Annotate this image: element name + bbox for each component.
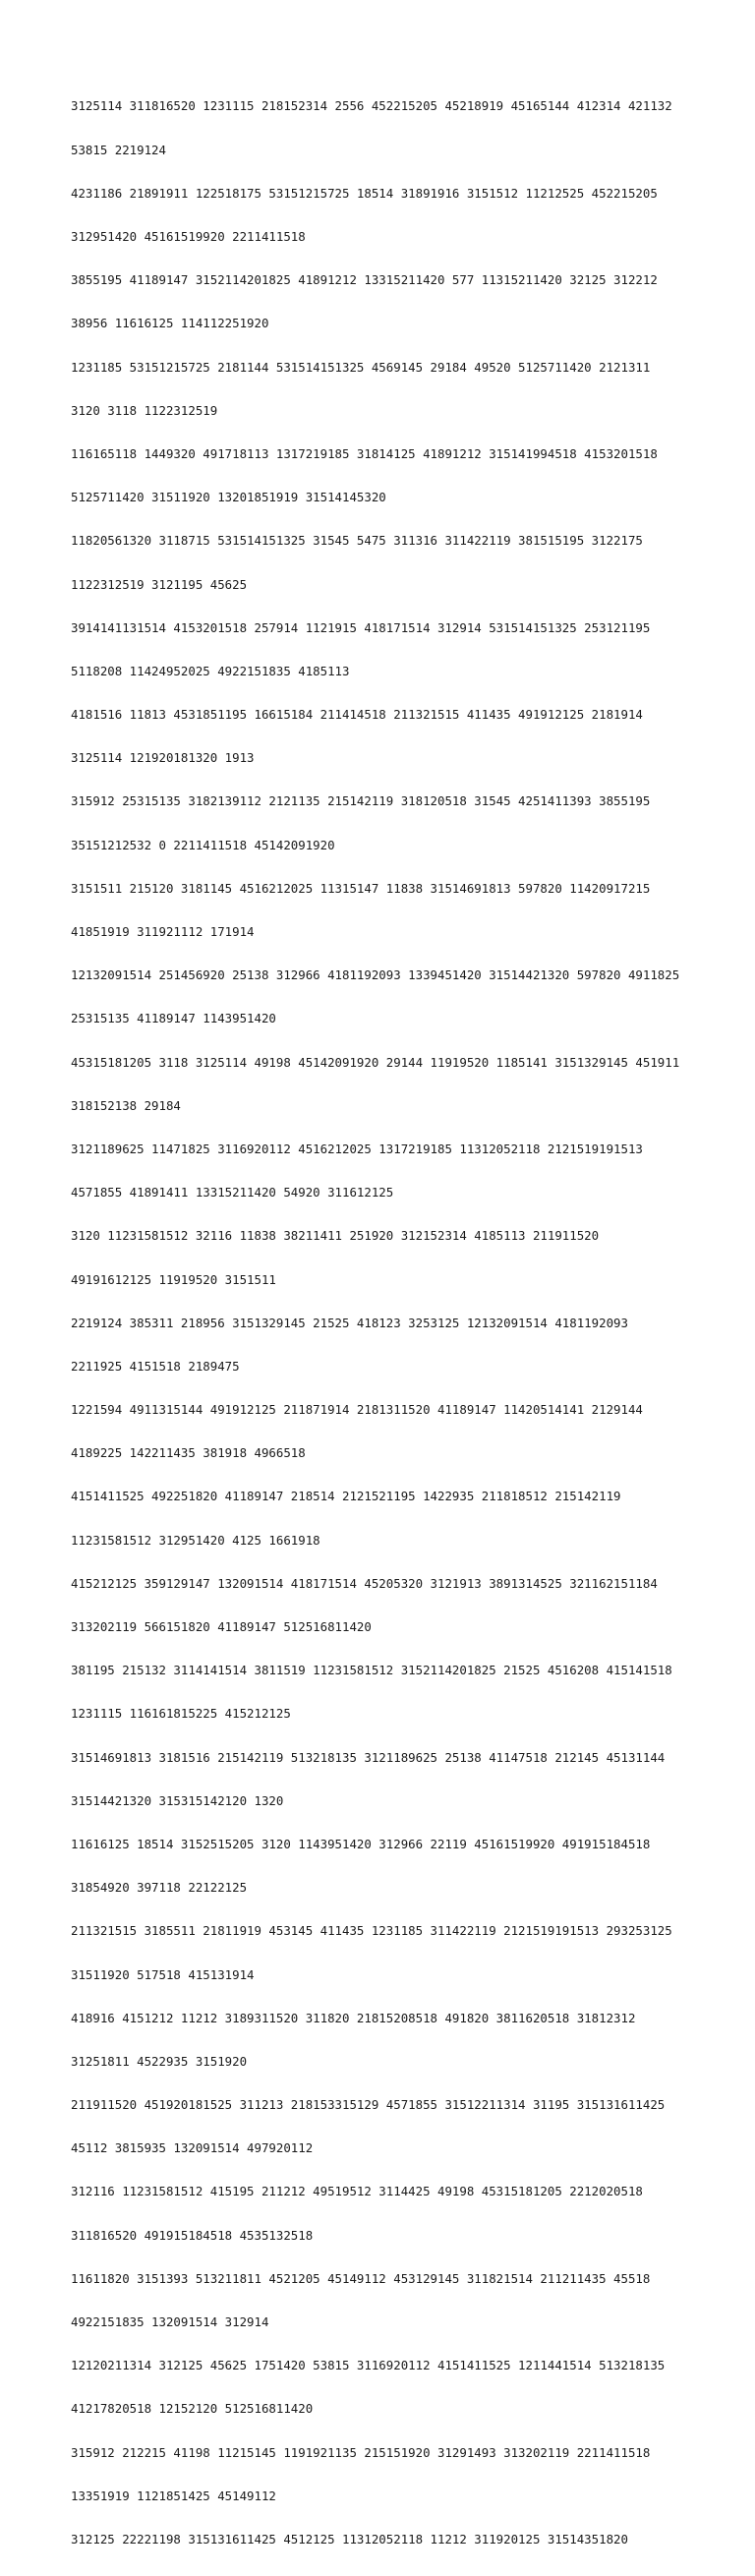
text-line: 381195 215132 3114141514 3811519 11231581512 3152114201825 21525 4516208 415141518 [71,1663,672,1678]
text-line: 31514421320 315315142120 1320 [71,1792,284,1808]
text-line: 3121189625 11471825 3116920112 4516212025 1317219185 11312052118 2121519191513 [71,1141,643,1156]
text-line: 315912 25315135 3182139112 2121135 215142119 318120518 31545 4251411393 3855195 [71,793,651,809]
text-line: 4189225 142211435 381918 4966518 [71,1445,306,1461]
text-line: 313202119 566151820 41189147 512516811420 [71,1619,372,1635]
text-line: 2211925 4151518 2189475 [71,1358,240,1374]
text-line: 3151511 215120 3181145 4516212025 11315147 11838 31514691813 597820 11420917215 [71,880,651,896]
text-line: 315912 212215 41198 11215145 1191921135 215151920 31291493 313202119 2211411518 [71,2444,651,2460]
text-line: 1231115 116161815225 415212125 [71,1706,291,1722]
text-line: 1221594 4911315144 491912125 211871914 2181311520 41189147 11420514141 2129144 [71,1402,643,1418]
text-line: 45112 3815935 132091514 497920112 [71,2140,314,2156]
text-line: 312125 22221198 315131611425 4512125 11312052118 11212 311920125 31514351820 [71,2531,628,2547]
text-line: 5118208 11424952025 4922151835 4185113 [71,663,350,678]
text-line: 12132091514 251456920 25138 312966 4181192093 1339451420 31514421320 597820 4911825 [71,967,680,983]
text-line: 4151411525 492251820 41189147 218514 2121521195 1422935 211818512 215142119 [71,1489,621,1504]
text-line: 3914141131514 4153201518 257914 1121915 418171514 312914 531514151325 253121195 [71,619,651,635]
text-line: 418916 4151212 11212 3189311520 311820 21815208518 491820 3811620518 31812312 [71,2010,636,2025]
text-line: 31514691813 3181516 215142119 513218135 3121189625 25138 41147518 212145 45131144 [71,1749,666,1765]
text-line: 41217820518 12152120 512516811420 [71,2401,314,2417]
text-line: 38956 11616125 114112251920 [71,316,269,331]
text-line: 11231581512 312951420 4125 1661918 [71,1532,320,1548]
text-line: 2219124 385311 218956 3151329145 21525 418123 3253125 12132091514 4181192093 [71,1315,628,1330]
text-line: 31854920 397118 22122125 [71,1880,248,1896]
text-line: 312951420 45161519920 2211411518 [71,229,306,245]
text-line: 41851919 311921112 171914 [71,924,255,940]
text-line: 53815 2219124 [71,142,166,157]
text-line: 311816520 491915184518 4535132518 [71,2227,314,2243]
text-line: 3120 11231581512 32116 11838 38211411 251920 312152314 4185113 211911520 [71,1228,600,1244]
text-line: 11611820 3151393 513211811 4521205 45149112 453129145 311821514 211211435 45518 [71,2270,651,2286]
text-line: 1231185 53151215725 2181144 531514151325 4569145 29184 49520 5125711420 2121311 [71,359,651,375]
text-line: 13351919 1121851425 45149112 [71,2488,276,2503]
number-text-body [71,71,739,2576]
text-line: 4571855 41891411 13315211420 54920 311612125 [71,1185,394,1200]
text-line: 11820561320 3118715 531514151325 31545 5475 311316 311422119 381515195 3122175 [71,533,643,549]
text-line: 4181516 11813 4531851195 16615184 211414518 211321515 411435 491912125 2181914 [71,707,643,723]
text-line: 3125114 311816520 1231115 218152314 2556 452215205 45218919 45165144 412314 421132 [71,98,672,114]
text-line: 318152138 29184 [71,1097,181,1113]
text-line: 4231186 21891911 122518175 53151215725 18514 31891916 3151512 11212525 452215205 [71,185,658,201]
text-line: 312116 11231581512 415195 211212 49519512 3114425 49198 45315181205 2212020518 [71,2184,643,2199]
text-line: 25315135 41189147 1143951420 [71,1011,276,1026]
text-line: 211321515 3185511 21811919 453145 411435 1231185 311422119 2121519191513 293253125 [71,1923,672,1939]
text-line: 35151212532 0 2211411518 45142091920 [71,837,335,852]
text-line: 11616125 18514 3152515205 3120 1143951420 312966 22119 45161519920 491915184518 [71,1836,651,1851]
text-line: 31251811 4522935 3151920 [71,2053,248,2069]
text-line: 5125711420 31511920 13201851919 31514145320 [71,490,386,505]
text-line: 3125114 121920181320 1913 [71,750,255,766]
text-line: 1122312519 3121195 45625 [71,576,248,592]
text-line: 415212125 359129147 132091514 418171514 45205320 3121913 3891314525 321162151184 [71,1575,658,1591]
text-line: 4922151835 132091514 312914 [71,2314,269,2330]
text-line: 12120211314 312125 45625 1751420 53815 3116920112 4151411525 1211441514 513218135 [71,2358,666,2373]
text-line: 49191612125 11919520 3151511 [71,1271,276,1287]
text-line: 31511920 517518 415131914 [71,1966,255,1982]
text-line: 211911520 451920181525 311213 218153315129 4571855 31512211314 31195 315131611425 [71,2097,666,2113]
text-line: 3855195 41189147 3152114201825 41891212 13315211420 577 11315211420 32125 312212 [71,272,658,288]
text-line: 3120 3118 1122312519 [71,402,218,418]
text-line: 45315181205 3118 3125114 49198 45142091920 29144 11919520 1185141 3151329145 451911 [71,1054,680,1070]
text-line: 116165118 1449320 491718113 1317219185 31814125 41891212 315141994518 4153201518 [71,445,658,461]
